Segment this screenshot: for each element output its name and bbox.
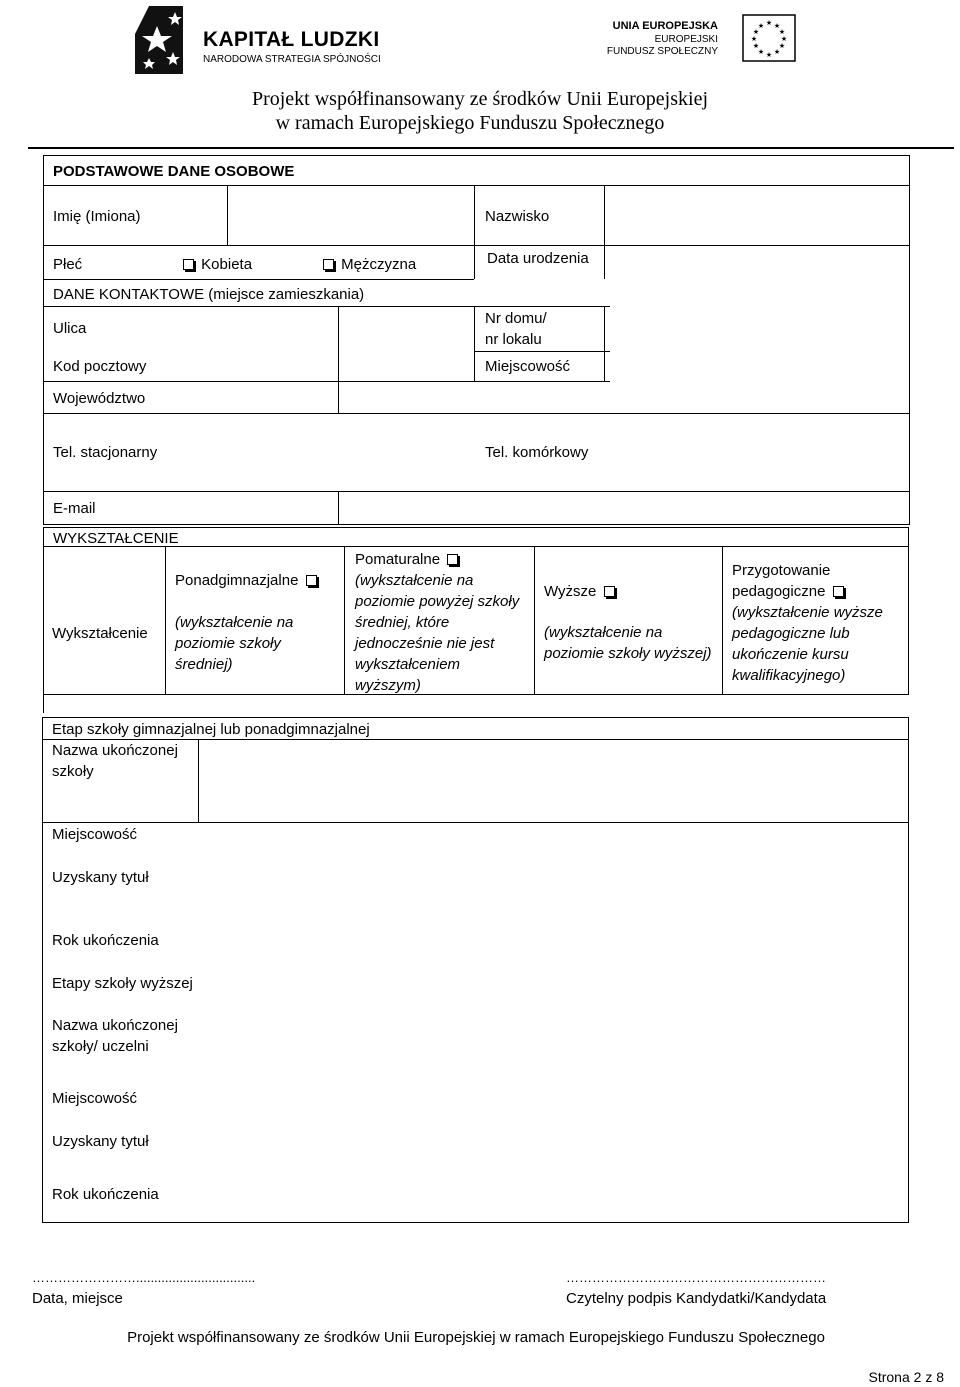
- first-name-field[interactable]: [229, 187, 473, 244]
- higher-checkbox[interactable]: [604, 586, 615, 597]
- landline-field[interactable]: [200, 415, 472, 490]
- school-year-label: Rok ukończenia: [52, 932, 159, 949]
- kapital-ludzki-logo: [135, 4, 381, 74]
- first-name-label: Imię (Imiona): [53, 208, 141, 225]
- education-section-title: WYKSZTAŁCENIE: [53, 530, 179, 547]
- birth-date-field[interactable]: [606, 247, 908, 278]
- logo-title: KAPITAŁ LUDZKI: [203, 28, 380, 51]
- logo-subtitle: NARODOWA STRATEGIA SPÓJNOŚCI: [203, 54, 381, 65]
- school-city-label: Miejscowość: [52, 826, 138, 843]
- post-secondary-desc-2: poziomie powyżej szkoły: [355, 593, 520, 610]
- edu-option-post-secondary[interactable]: [355, 550, 461, 569]
- date-place-label: Data, miejsce: [32, 1290, 123, 1307]
- female-checkbox[interactable]: [183, 259, 194, 270]
- signature-dots: ……………………………………………………: [566, 1270, 826, 1285]
- school-name-field[interactable]: [200, 741, 907, 821]
- post-secondary-desc-3: średniej, które: [355, 614, 450, 631]
- voivodeship-label: Województwo: [53, 390, 146, 407]
- post-secondary-desc-5: wykształceniem: [355, 656, 461, 673]
- project-line-1: Projekt współfinansowany ze środków Unii Europejskiej: [251, 88, 709, 110]
- pedagogical-desc-2: pedagogiczne lub: [732, 625, 850, 642]
- postal-code-field[interactable]: [340, 352, 473, 380]
- contact-section-title: DANE KONTAKTOWE (miejsce zamieszkania): [53, 286, 365, 303]
- svg-text:★: ★: [752, 28, 760, 36]
- birth-date-label: Data urodzenia: [487, 250, 589, 267]
- svg-text:★: ★: [750, 35, 758, 43]
- university-name-label-1: Nazwa ukończonej: [52, 1017, 178, 1034]
- eu-logo-line1: UNIA EUROPEJSKA: [612, 20, 718, 32]
- house-no-field[interactable]: [606, 308, 908, 380]
- upper-secondary-desc-3: średniej): [175, 656, 233, 673]
- city-label: Miejscowość: [485, 358, 571, 375]
- education-row-label: Wykształcenie: [52, 625, 148, 642]
- school-title-label: Uzyskany tytuł: [52, 869, 149, 886]
- female-option[interactable]: [180, 255, 252, 274]
- landline-label: Tel. stacjonarny: [53, 444, 158, 461]
- male-label: Mężczyzna: [341, 256, 417, 273]
- post-secondary-desc-1: (wykształcenie na: [355, 572, 474, 589]
- post-secondary-checkbox[interactable]: [447, 554, 458, 565]
- svg-text:★: ★: [780, 35, 788, 43]
- date-place-dots: …………………….................................: [32, 1270, 256, 1285]
- male-checkbox[interactable]: [323, 259, 334, 270]
- email-label: E-mail: [53, 500, 96, 517]
- upper-secondary-desc-1: (wykształcenie na: [175, 614, 294, 631]
- postal-code-label: Kod pocztowy: [53, 358, 147, 375]
- edu-option-upper-secondary[interactable]: [175, 571, 320, 590]
- page-number: Strona 2 z 8: [868, 1369, 944, 1385]
- university-name-label-2: szkoły/ uczelni: [52, 1038, 149, 1055]
- header-rule: [28, 147, 954, 149]
- post-secondary-desc-4: jednocześnie nie jest: [355, 635, 495, 652]
- svg-text:★: ★: [765, 51, 773, 59]
- edu-option-higher[interactable]: [544, 582, 618, 601]
- university-year-label: Rok ukończenia: [52, 1186, 159, 1203]
- last-name-label: Nazwisko: [485, 208, 550, 225]
- signature-label: Czytelny podpis Kandydatki/Kandydata: [566, 1290, 827, 1307]
- post-secondary-title: Pomaturalne: [355, 551, 441, 568]
- svg-text:★: ★: [773, 22, 781, 30]
- upper-secondary-desc-2: poziomie szkoły: [175, 635, 281, 652]
- svg-text:★: ★: [752, 42, 760, 50]
- mobile-field[interactable]: [606, 415, 908, 490]
- voivodeship-field[interactable]: [340, 383, 908, 412]
- project-line-2: w ramach Europejskiego Funduszu Społecznego: [275, 112, 665, 134]
- higher-desc-1: (wykształcenie na: [544, 624, 663, 641]
- eu-logo: [600, 14, 800, 64]
- personal-section-title: PODSTAWOWE DANE OSOBOWE: [53, 163, 295, 180]
- svg-text:★: ★: [757, 48, 765, 56]
- svg-text:★: ★: [778, 28, 786, 36]
- sex-label: Płeć: [53, 256, 83, 273]
- pedagogical-desc-1: (wykształcenie wyższe: [732, 604, 883, 621]
- eu-logo-line3: FUNDUSZ SPOŁECZNY: [606, 46, 718, 57]
- footer-project-text: Projekt współfinansowany ze środków Unii Europejskiej w ramach Europejskiego Funduszu Społecznego: [127, 1329, 825, 1346]
- pedagogical-title-2: pedagogiczne: [732, 583, 826, 600]
- post-secondary-desc-6: wyższym): [355, 677, 421, 694]
- email-field[interactable]: [340, 493, 908, 523]
- upper-secondary-title: Ponadgimnazjalne: [175, 572, 299, 589]
- higher-title: Wyższe: [544, 583, 597, 600]
- pedagogical-desc-4: kwalifikacyjnego): [732, 667, 846, 684]
- street-field[interactable]: [340, 308, 473, 350]
- school-name-label-2: szkoły: [52, 763, 94, 780]
- eu-logo-line2: EUROPEJSKI: [654, 34, 718, 45]
- svg-text:★: ★: [765, 19, 773, 27]
- mobile-label: Tel. komórkowy: [485, 444, 589, 461]
- male-option[interactable]: [320, 255, 416, 274]
- svg-text:★: ★: [773, 48, 781, 56]
- university-section-title: Etapy szkoły wyższej: [52, 975, 193, 992]
- pedagogical-desc-3: ukończenie kursu: [732, 646, 849, 663]
- edu-option-pedagogical[interactable]: [732, 582, 847, 601]
- higher-desc-2: poziomie szkoły wyższej): [544, 645, 712, 662]
- house-no-label-1: Nr domu/: [485, 310, 547, 327]
- university-city-label: Miejscowość: [52, 1090, 138, 1107]
- last-name-field[interactable]: [606, 187, 908, 244]
- female-label: Kobieta: [201, 256, 253, 273]
- house-no-label-2: nr lokalu: [485, 331, 542, 348]
- school-section-title: Etap szkoły gimnazjalnej lub ponadgimnazjalnej: [52, 721, 370, 738]
- school-name-label-1: Nazwa ukończonej: [52, 742, 178, 759]
- pedagogical-title-1: Przygotowanie: [732, 562, 831, 579]
- street-label: Ulica: [53, 320, 87, 337]
- svg-text:★: ★: [757, 22, 765, 30]
- university-title-label: Uzyskany tytuł: [52, 1133, 149, 1150]
- svg-text:★: ★: [778, 42, 786, 50]
- upper-secondary-checkbox[interactable]: [306, 575, 317, 586]
- eu-flag-icon: [742, 14, 796, 62]
- star-emblem-icon: [135, 4, 193, 74]
- pedagogical-checkbox[interactable]: [833, 586, 844, 597]
